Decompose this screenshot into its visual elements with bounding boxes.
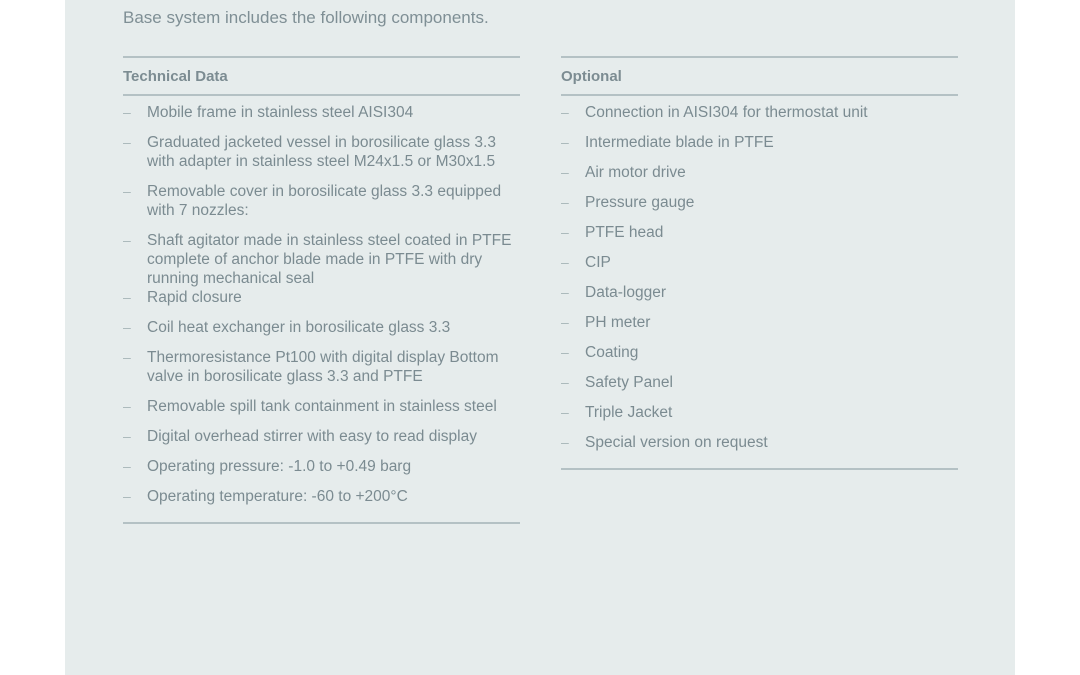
bottom-divider: [123, 522, 520, 524]
list-item-text: Thermoresistance Pt100 with digital display Bottom valve in borosilicate glass 3.3 and PTFE: [147, 349, 499, 385]
list-item-text: Special version on request: [585, 434, 768, 451]
dash-bullet-icon: –: [561, 254, 569, 270]
dash-bullet-icon: –: [123, 398, 131, 414]
dash-bullet-icon: –: [123, 349, 131, 365]
list-item-text: Removable cover in borosilicate glass 3.3 equipped with 7 nozzles:: [147, 183, 502, 219]
dash-bullet-icon: –: [561, 134, 569, 150]
list-item: [561, 103, 958, 122]
dash-bullet-icon: –: [561, 434, 569, 450]
list-item-text: Shaft agitator made in stainless steel coated in PTFE complete of anchor blade made in PTFE with dry running mechanical seal: [147, 232, 512, 287]
list-item: [561, 253, 958, 272]
list-item-text: Intermediate blade in PTFE: [585, 134, 774, 151]
list-item-text: Operating pressure: -1.0 to +0.49 barg: [147, 458, 412, 475]
intro-text: Base system includes the following components.: [123, 8, 489, 27]
list-item: [561, 373, 958, 392]
dash-bullet-icon: –: [123, 104, 131, 120]
dash-bullet-icon: –: [123, 134, 131, 150]
list-item-text: PH meter: [585, 314, 651, 331]
list-item: [561, 133, 958, 152]
technical-data-list: [123, 96, 520, 506]
dash-bullet-icon: –: [123, 183, 131, 199]
list-item: [123, 427, 520, 446]
list-item-text: Operating temperature: -60 to +200°C: [147, 488, 408, 505]
list-item: [561, 163, 958, 182]
list-item: [561, 283, 958, 302]
list-item-text: Pressure gauge: [585, 194, 695, 211]
list-item: [123, 103, 520, 122]
list-item: [561, 403, 958, 422]
dash-bullet-icon: –: [561, 404, 569, 420]
list-item: [123, 231, 520, 288]
list-item-text: Digital overhead stirrer with easy to read display: [147, 428, 477, 445]
dash-bullet-icon: –: [123, 232, 131, 248]
list-item: [123, 288, 520, 307]
list-item: [123, 318, 520, 337]
dash-bullet-icon: –: [123, 428, 131, 444]
list-item: [561, 193, 958, 212]
dash-bullet-icon: –: [123, 289, 131, 305]
dash-bullet-icon: –: [561, 194, 569, 210]
dash-bullet-icon: –: [123, 458, 131, 474]
list-item: [561, 343, 958, 362]
list-item-text: Triple Jacket: [585, 404, 673, 421]
dash-bullet-icon: –: [561, 104, 569, 120]
list-item-text: Safety Panel: [585, 374, 673, 391]
list-item-text: Coil heat exchanger in borosilicate glass 3.3: [147, 319, 451, 336]
list-item: [561, 313, 958, 332]
optional-column: [561, 56, 958, 470]
dash-bullet-icon: –: [123, 488, 131, 504]
list-item-text: Connection in AISI304 for thermostat unit: [585, 104, 868, 121]
content-panel: [65, 0, 1015, 675]
list-item-text: Rapid closure: [147, 289, 242, 306]
list-item: [123, 348, 520, 386]
list-item-text: Data-logger: [585, 284, 666, 301]
list-item: [123, 133, 520, 171]
optional-title: Optional: [561, 68, 622, 85]
dash-bullet-icon: –: [561, 224, 569, 240]
list-item: [123, 397, 520, 416]
dash-bullet-icon: –: [561, 374, 569, 390]
list-item-text: CIP: [585, 254, 611, 271]
bottom-divider: [561, 468, 958, 470]
optional-list: [561, 96, 958, 452]
list-item-text: Air motor drive: [585, 164, 686, 181]
list-item: [561, 433, 958, 452]
list-item-text: Removable spill tank containment in stainless steel: [147, 398, 497, 415]
dash-bullet-icon: –: [561, 164, 569, 180]
list-item-text: Mobile frame in stainless steel AISI304: [147, 104, 414, 121]
list-item-text: PTFE head: [585, 224, 664, 241]
list-item: [123, 182, 520, 220]
list-item: [123, 457, 520, 476]
dash-bullet-icon: –: [123, 319, 131, 335]
list-item-text: Graduated jacketed vessel in borosilicate glass 3.3 with adapter in stainless steel M24x1.5 or M30x1.5: [147, 134, 496, 170]
list-item: [561, 223, 958, 242]
technical-data-column: [123, 56, 520, 524]
technical-data-title: Technical Data: [123, 68, 228, 85]
dash-bullet-icon: –: [561, 314, 569, 330]
list-item: [123, 487, 520, 506]
dash-bullet-icon: –: [561, 284, 569, 300]
dash-bullet-icon: –: [561, 344, 569, 360]
list-item-text: Coating: [585, 344, 639, 361]
